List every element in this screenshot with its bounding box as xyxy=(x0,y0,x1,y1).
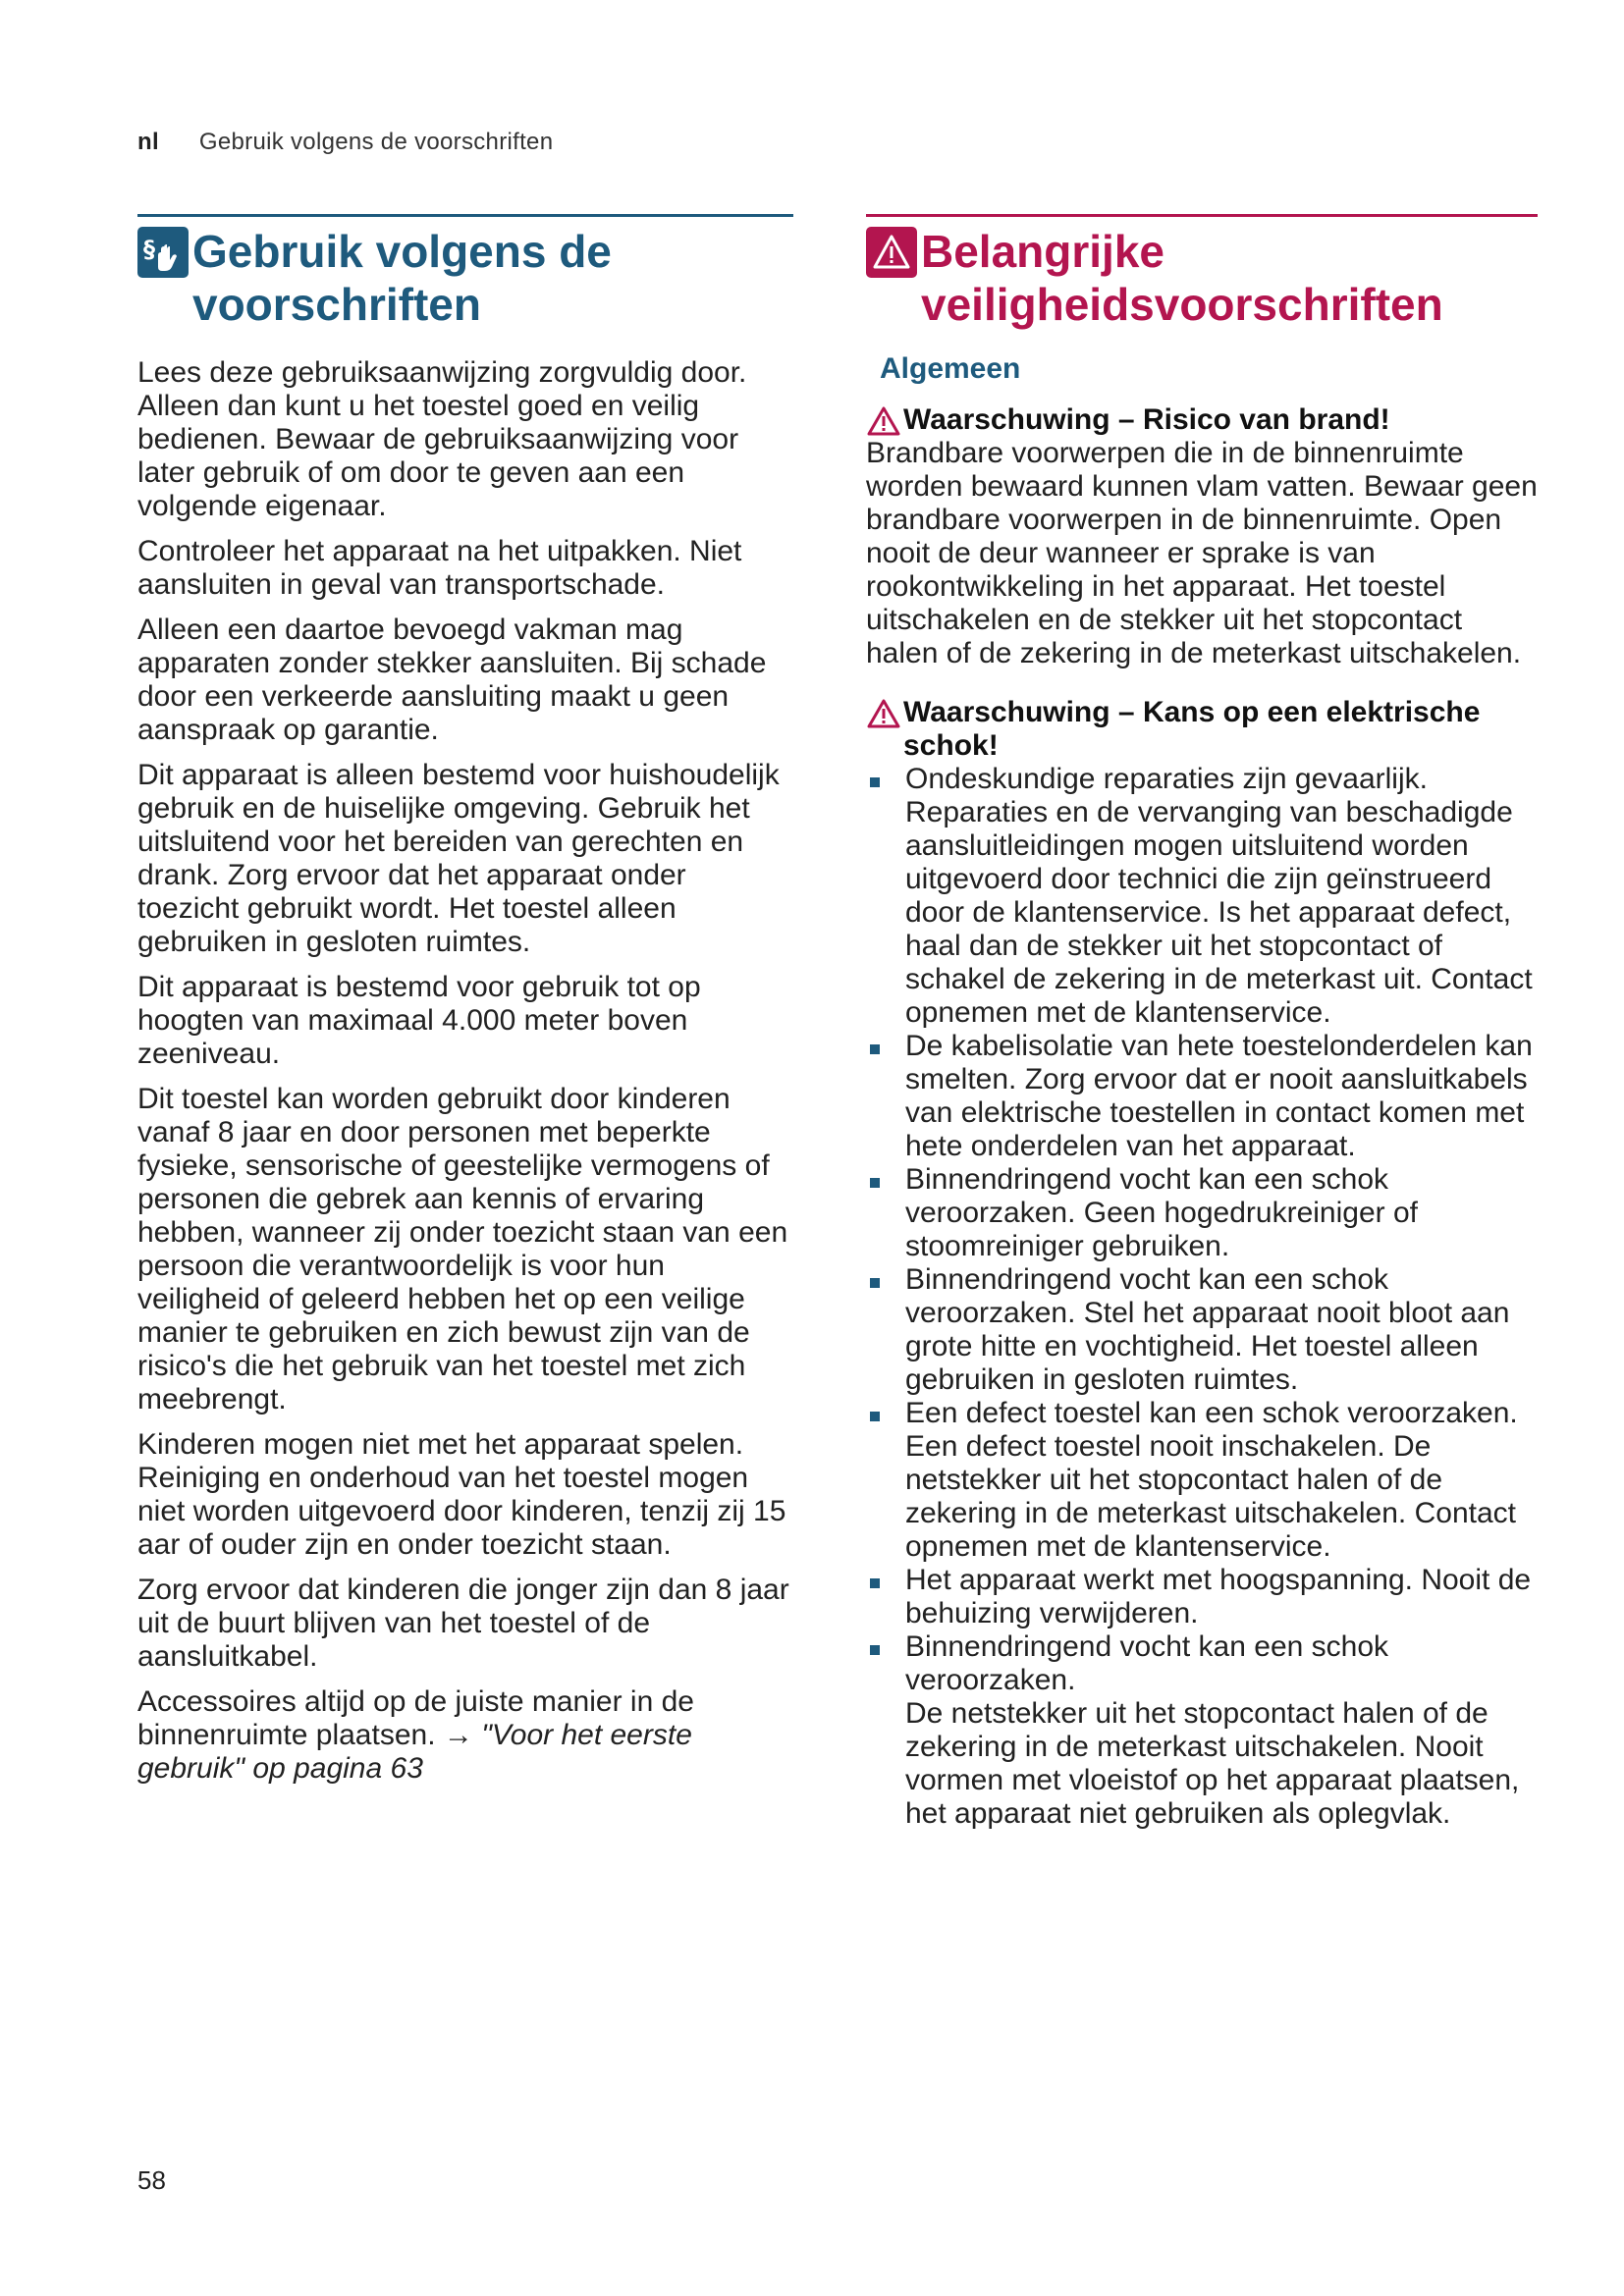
paragraph: Kinderen mogen niet met het apparaat spelen. Reiniging en onderhoud van het toestel mogen niet worden uitgevoerd door kinderen, tenzij zij 15 aar of ouder zijn en onder toezicht staan. xyxy=(137,1428,786,1561)
warning-fire-title xyxy=(866,403,1538,437)
list-item: Binnendringend vocht kan een schok veroorzaken. Geen hogedrukreiniger of stoomreiniger gebruiken. xyxy=(866,1163,1538,1263)
section-heading-safety xyxy=(866,225,1538,331)
page-reference-link[interactable]: "Voor het eerste gebruik" op pagina 63 xyxy=(137,1719,692,1785)
list-item-line: Binnendringend vocht kan een schok veroorzaken. xyxy=(905,1630,1389,1696)
header-title: Gebruik volgens de voorschriften xyxy=(198,129,554,155)
warning-title-text: Waarschuwing – Risico van brand! xyxy=(903,403,1390,436)
arrow-right-icon: → xyxy=(443,1719,473,1751)
warning-fire-body: Brandbare voorwerpen die in de binnenruimte worden bewaard kunnen vlam vatten. Bewaar geen brandbare voorwerpen in de binnenruimte. Open nooit de deur wanneer er sprake is van rookontwikkeling in het apparaat. Het toestel uitschakelen en de stekker uit het stopcontact halen of de zekering in de meterkast uitschakelen. xyxy=(866,437,1538,669)
list-item: Ondeskundige reparaties zijn gevaarlijk. Reparaties en de vervanging van beschadigde aansluitleidingen mogen uitsluitend worden uitgevoerd door technici die zijn geïnstrueerd door de klantenservice. Is het apparaat defect, haal dan de stekker uit het stopcontact of schakel de zekering in de meterkast uit. Contact opnemen met de klantenservice. xyxy=(866,763,1538,1030)
shock-warning-list xyxy=(866,763,1538,1831)
left-column xyxy=(137,214,793,1797)
svg-text:§: § xyxy=(143,236,155,263)
paragraph-with-reference xyxy=(137,1685,793,1786)
running-header xyxy=(137,129,553,156)
language-code: nl xyxy=(137,129,159,155)
page-number: 58 xyxy=(137,2165,166,2195)
paragraph: Dit apparaat is bestemd voor gebruik tot op hoogten van maximaal 4.000 meter boven zeeniveau. xyxy=(137,971,701,1070)
paragraph: Dit apparaat is alleen bestemd voor huishoudelijk gebruik en de huiselijke omgeving. Gebruik het uitsluitend voor het bereiden van gerechten en drank. Zorg ervoor dat het apparaat onder toezicht gebruikt wordt. Het toestel alleen gebruiken in gesloten ruimtes. xyxy=(137,759,780,958)
list-item: Binnendringend vocht kan een schok veroorzaken. Stel het apparaat nooit bloot aan grote hitte en vochtigheid. Het toestel alleen gebruiken in gesloten ruimtes. xyxy=(866,1263,1538,1397)
warning-shock-title xyxy=(866,696,1538,763)
intended-use-body xyxy=(137,356,793,1786)
section-heading-intended-use xyxy=(137,225,793,331)
warning-icon xyxy=(866,405,901,437)
paragraph: Zorg ervoor dat kinderen die jonger zijn dan 8 jaar uit de buurt blijven van het toestel of de aansluitkabel. xyxy=(137,1574,789,1673)
subheading-general: Algemeen xyxy=(880,352,1021,385)
warning-triangle-icon xyxy=(866,227,917,278)
list-item xyxy=(866,1630,1538,1831)
warning-icon xyxy=(866,698,901,729)
paragraph: Controleer het apparaat na het uitpakken. Niet aansluiten in geval van transportschade. xyxy=(137,535,742,601)
right-column xyxy=(866,214,1538,1831)
list-item: Het apparaat werkt met hoogspanning. Nooit de behuizing verwijderen. xyxy=(866,1564,1538,1630)
section-rule xyxy=(137,214,793,217)
list-item-line: De netstekker uit het stopcontact halen of de zekering in de meterkast uitschakelen. Nooit vormen met vloeistof op het apparaat plaatsen, het apparaat niet gebruiken als oplegvlak. xyxy=(905,1697,1520,1830)
paragraph: Dit toestel kan worden gebruikt door kinderen vanaf 8 jaar en door personen met beperkte fysieke, sensorische of geestelijke vermogens of personen die gebrek aan kennis of ervaring hebben, wanneer zij onder toezicht staan van een persoon die verantwoordelijk is voor hun veiligheid of geleerd hebben het op een veilige manier te gebruiken en zich bewust zijn van de risico's die het gebruik van het toestel met zich meebrengt. xyxy=(137,1083,788,1415)
paragraph: Lees deze gebruiksaanwijzing zorgvuldig door. Alleen dan kunt u het toestel goed en veilig bedienen. Bewaar de gebruiksaanwijzing voor later gebruik of om door te geven aan een volgende eigenaar. xyxy=(137,356,747,522)
paragraph-text: Accessoires altijd op de juiste manier in de binnenruimte plaatsen. xyxy=(137,1685,694,1751)
paragraph: Alleen een daartoe bevoegd vakman mag apparaten zonder stekker aansluiten. Bij schade door een verkeerde aansluiting maakt u geen aanspraak op garantie. xyxy=(137,614,767,746)
warning-title-text: Waarschuwing – Kans op een elektrische schok! xyxy=(903,696,1481,762)
section-hand-icon xyxy=(137,227,189,278)
section-rule xyxy=(866,214,1538,217)
list-item: Een defect toestel kan een schok veroorzaken. Een defect toestel nooit inschakelen. De netstekker uit het stopcontact halen of de zekering in de meterkast uitschakelen. Contact opnemen met de klantenservice. xyxy=(866,1397,1538,1564)
heading-text: Gebruik volgens de voorschriften xyxy=(192,226,612,330)
heading-text: Belangrijke veiligheidsvoorschriften xyxy=(921,226,1443,330)
list-item: De kabelisolatie van hete toestelonderdelen kan smelten. Zorg ervoor dat er nooit aansluitkabels van elektrische toestellen in contact komen met hete onderdelen van het apparaat. xyxy=(866,1030,1538,1163)
